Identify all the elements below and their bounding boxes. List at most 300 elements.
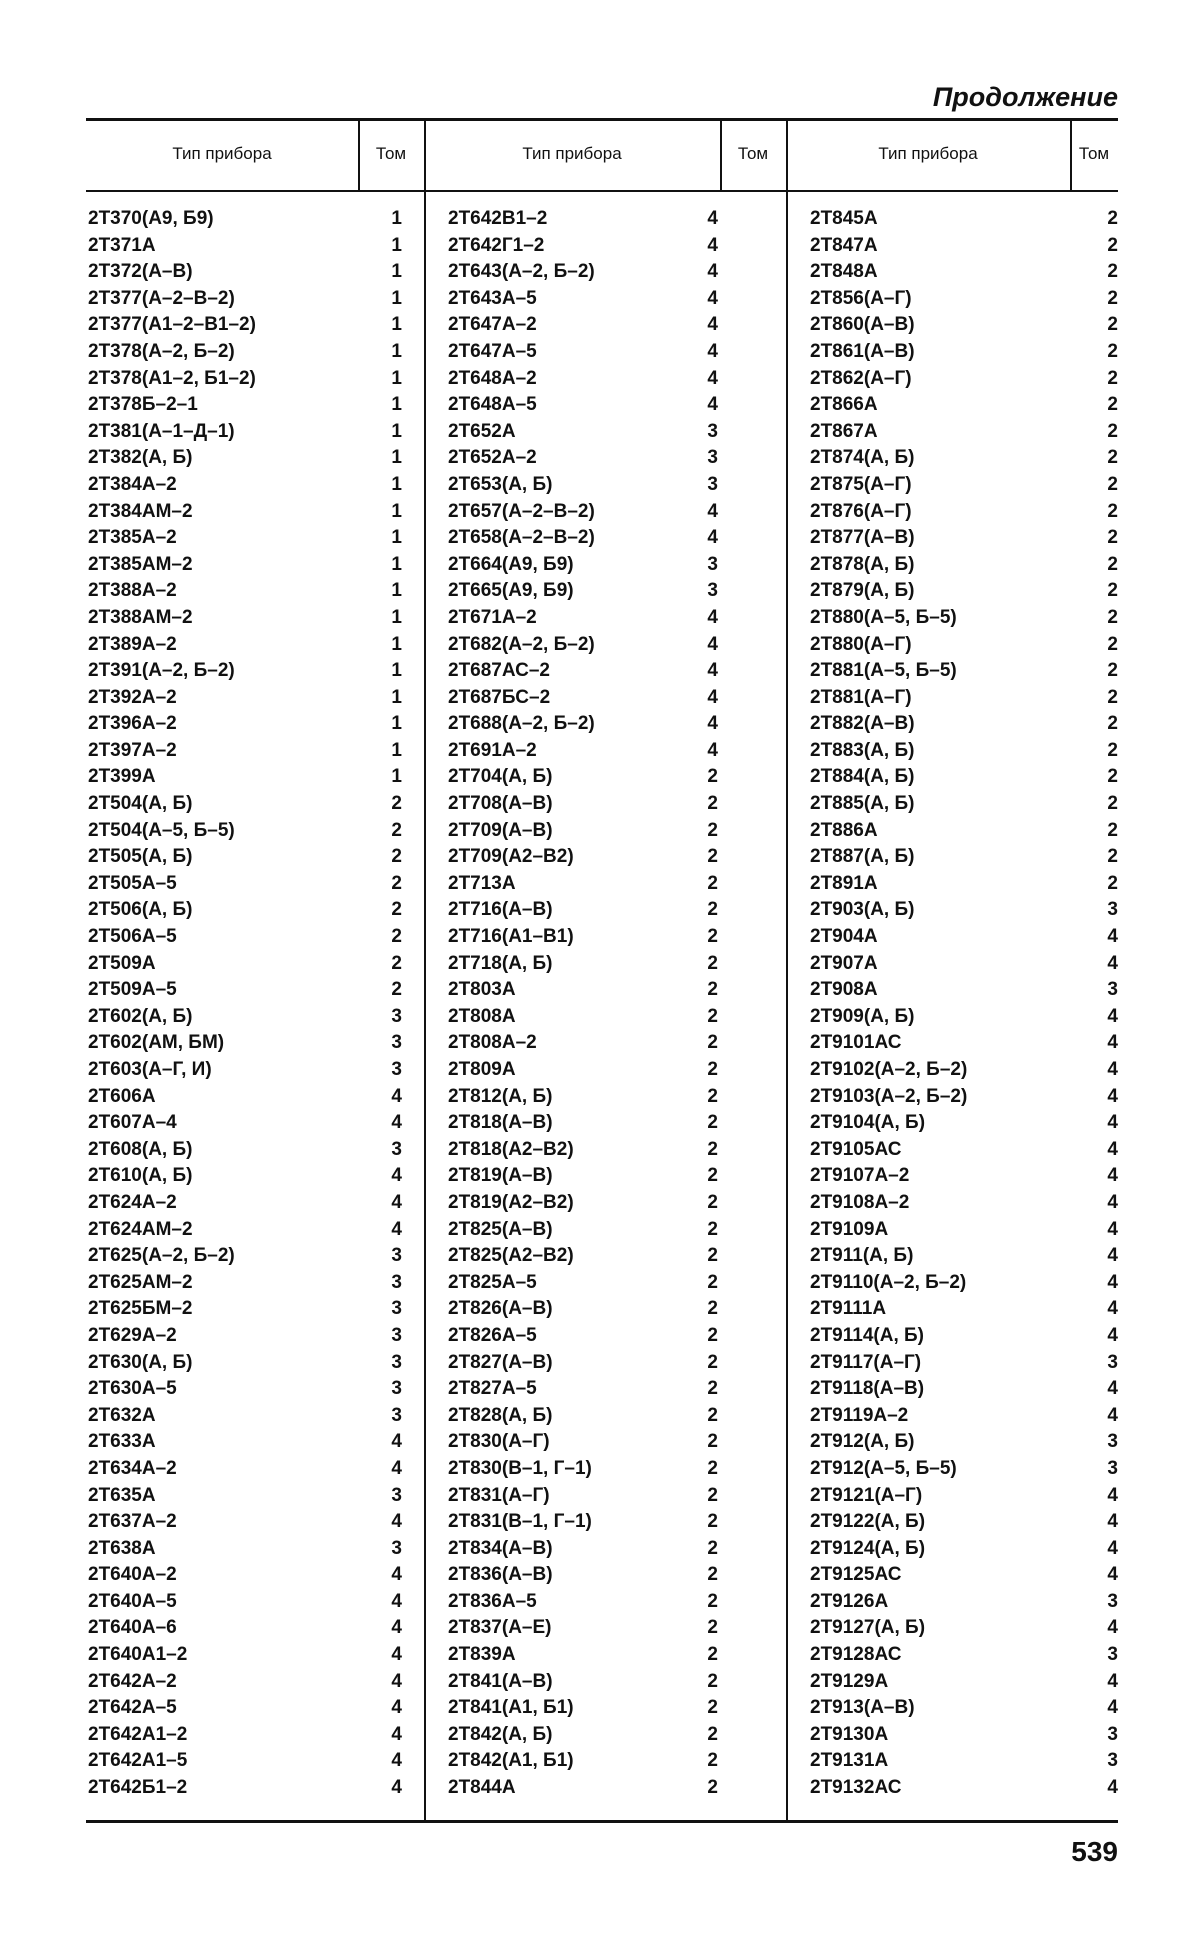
volume-number: 3: [391, 1298, 402, 1320]
table-row: [808, 871, 1118, 898]
volume-number: 2: [707, 1404, 718, 1426]
table-row: [86, 233, 402, 260]
volume-number: 2: [707, 899, 718, 921]
volume-number: 2: [391, 899, 402, 921]
volume-number: 4: [1107, 1484, 1118, 1506]
volume-number: 3: [1107, 1750, 1118, 1772]
volume-number: 4: [391, 1617, 402, 1639]
device-type: 2Т625БМ–2: [88, 1298, 193, 1320]
device-type: 2Т377(А1–2–В1–2): [88, 314, 256, 336]
volume-number: 1: [391, 633, 402, 655]
device-type: 2Т867А: [810, 420, 878, 442]
volume-number: 3: [391, 1324, 402, 1346]
device-type: 2Т9105АС: [810, 1138, 902, 1160]
header-type-1: Тип прибора: [172, 144, 272, 163]
volume-number: 2: [1107, 500, 1118, 522]
volume-number: 2: [1107, 234, 1118, 256]
device-type: 2Т908А: [810, 979, 878, 1001]
volume-number: 1: [391, 527, 402, 549]
device-type: 2Т505(А, Б): [88, 846, 193, 868]
table-row: [446, 818, 718, 845]
table-row: [86, 1137, 402, 1164]
volume-number: 2: [1107, 713, 1118, 735]
table-row: [86, 472, 402, 499]
volume-number: 2: [707, 979, 718, 1001]
table-row: [446, 711, 718, 738]
volume-number: 2: [1107, 580, 1118, 602]
device-type: 2Т647А–5: [448, 340, 537, 362]
header-bottom-rule: [86, 190, 1118, 192]
table-row: [86, 366, 402, 393]
table-row: [446, 1030, 718, 1057]
volume-number: 3: [1107, 1590, 1118, 1612]
volume-number: 1: [391, 340, 402, 362]
device-type: 2Т841(А1, Б1): [448, 1697, 574, 1719]
table-row: [446, 1110, 718, 1137]
volume-number: 2: [707, 872, 718, 894]
volume-number: 1: [391, 473, 402, 495]
table-row: [808, 1350, 1118, 1377]
volume-number: 4: [1107, 1564, 1118, 1586]
volume-number: 2: [707, 1644, 718, 1666]
table-row: [446, 312, 718, 339]
table-row: [808, 339, 1118, 366]
table-row: [446, 419, 718, 446]
device-type: 2Т389А–2: [88, 633, 177, 655]
table-row: [86, 791, 402, 818]
volume-number: 3: [1107, 1644, 1118, 1666]
table-row: [808, 472, 1118, 499]
volume-number: 1: [391, 553, 402, 575]
volume-number: 2: [1107, 686, 1118, 708]
table-column-3: [808, 206, 1118, 1802]
table-row: [86, 844, 402, 871]
volume-number: 4: [1107, 1697, 1118, 1719]
table-row: [446, 1615, 718, 1642]
device-type: 2Т385А–2: [88, 527, 177, 549]
table-row: [446, 1589, 718, 1616]
table-row: [86, 1456, 402, 1483]
device-type: 2Т9104(А, Б): [810, 1112, 926, 1134]
volume-number: 4: [1107, 1670, 1118, 1692]
volume-number: 2: [391, 926, 402, 948]
device-type: 2Т826А–5: [448, 1324, 537, 1346]
table-row: [86, 1748, 402, 1775]
volume-number: 4: [707, 340, 718, 362]
volume-number: 2: [707, 766, 718, 788]
volume-number: 4: [707, 660, 718, 682]
volume-number: 2: [707, 1484, 718, 1506]
table-row: [808, 951, 1118, 978]
table-row: [86, 1669, 402, 1696]
device-type: 2Т9128АС: [810, 1644, 902, 1666]
volume-number: 3: [391, 1271, 402, 1293]
volume-number: 2: [707, 1165, 718, 1187]
device-type: 2Т818(А2–В2): [448, 1138, 574, 1160]
table-row: [808, 1110, 1118, 1137]
volume-number: 2: [1107, 473, 1118, 495]
volume-number: 2: [707, 952, 718, 974]
table-row: [808, 1376, 1118, 1403]
device-type: 2Т812(А, Б): [448, 1085, 553, 1107]
device-type: 2Т687АС–2: [448, 660, 550, 682]
table-row: [86, 1217, 402, 1244]
table-row: [808, 1562, 1118, 1589]
table-row: [446, 1695, 718, 1722]
volume-number: 2: [707, 1112, 718, 1134]
table-row: [446, 1137, 718, 1164]
header-divider: [720, 118, 722, 190]
device-type: 2Т634А–2: [88, 1457, 177, 1479]
table-row: [446, 1376, 718, 1403]
volume-number: 4: [707, 314, 718, 336]
table-row: [808, 525, 1118, 552]
volume-number: 4: [707, 208, 718, 229]
table-row: [86, 525, 402, 552]
volume-number: 3: [391, 1005, 402, 1027]
volume-number: 2: [707, 1457, 718, 1479]
device-type: 2Т640А–2: [88, 1564, 177, 1586]
table-row: [446, 1323, 718, 1350]
table-row: [808, 1084, 1118, 1111]
device-type: 2Т879(А, Б): [810, 580, 915, 602]
table-row: [86, 419, 402, 446]
device-type: 2Т883(А, Б): [810, 739, 915, 761]
volume-number: 4: [1107, 1404, 1118, 1426]
volume-number: 4: [1107, 1324, 1118, 1346]
table-row: [86, 1110, 402, 1137]
device-type: 2Т9114(А, Б): [810, 1324, 924, 1346]
device-type: 2Т391(А–2, Б–2): [88, 660, 235, 682]
device-type: 2Т860(А–В): [810, 314, 915, 336]
volume-number: 4: [1107, 926, 1118, 948]
volume-number: 4: [707, 500, 718, 522]
device-type: 2Т9118(А–В): [810, 1378, 925, 1400]
device-type: 2Т808А–2: [448, 1032, 537, 1054]
table-row: [446, 1190, 718, 1217]
table-row: [446, 366, 718, 393]
volume-number: 3: [391, 1537, 402, 1559]
volume-number: 2: [707, 1431, 718, 1453]
volume-number: 2: [391, 979, 402, 1001]
device-type: 2Т845А: [810, 208, 878, 229]
volume-number: 2: [707, 1138, 718, 1160]
device-type: 2Т603(А–Г, И): [88, 1059, 212, 1080]
table-row: [86, 339, 402, 366]
device-type: 2Т509А: [88, 952, 156, 974]
device-type: 2Т624А–2: [88, 1191, 177, 1213]
volume-number: 2: [391, 793, 402, 815]
device-type: 2Т642А–5: [88, 1697, 177, 1719]
table-row: [86, 552, 402, 579]
table-row: [446, 1536, 718, 1563]
table-row: [446, 738, 718, 765]
device-type: 2Т633А: [88, 1431, 156, 1453]
table-row: [446, 392, 718, 419]
device-type: 2Т9109А: [810, 1218, 889, 1240]
table-row: [86, 1084, 402, 1111]
volume-number: 2: [707, 1617, 718, 1639]
table-row: [446, 951, 718, 978]
table-row: [446, 206, 718, 233]
device-type: 2Т880(А–Г): [810, 633, 912, 655]
volume-number: 2: [707, 793, 718, 815]
volume-number: 4: [391, 1112, 402, 1134]
volume-number: 2: [707, 926, 718, 948]
volume-number: 2: [707, 1564, 718, 1586]
table-row: [446, 578, 718, 605]
table-row: [86, 286, 402, 313]
device-type: 2Т880(А–5, Б–5): [810, 606, 957, 628]
device-type: 2Т9101АС: [810, 1032, 902, 1054]
table-row: [446, 685, 718, 712]
volume-number: 3: [391, 1059, 402, 1080]
table-row: [808, 259, 1118, 286]
volume-number: 4: [1107, 1085, 1118, 1107]
device-type: 2Т652А: [448, 420, 516, 442]
table-row: [86, 1057, 402, 1084]
device-type: 2Т834(А–В): [448, 1537, 553, 1559]
table-row: [808, 844, 1118, 871]
device-type: 2Т384А–2: [88, 473, 177, 495]
table-row: [446, 1403, 718, 1430]
volume-number: 4: [391, 1457, 402, 1479]
table-row: [446, 1775, 718, 1802]
device-type: 2Т808А: [448, 1005, 516, 1027]
table-row: [446, 525, 718, 552]
device-type: 2Т904А: [810, 926, 878, 948]
device-type: 2Т9122(А, Б): [810, 1511, 926, 1533]
table-row: [86, 764, 402, 791]
table-row: [86, 924, 402, 951]
column-divider: [786, 118, 788, 1820]
volume-number: 2: [1107, 208, 1118, 229]
device-type: 2Т608(А, Б): [88, 1138, 193, 1160]
table-column-2: [446, 206, 718, 1802]
device-type: 2Т607А–4: [88, 1112, 177, 1134]
volume-number: 2: [707, 846, 718, 868]
device-type: 2Т819(А2–В2): [448, 1191, 574, 1213]
table-row: [86, 1429, 402, 1456]
volume-number: 4: [1107, 1218, 1118, 1240]
device-type: 2Т9129А: [810, 1670, 889, 1692]
device-type: 2Т861(А–В): [810, 340, 915, 362]
table-row: [808, 1642, 1118, 1669]
device-type: 2Т884(А, Б): [810, 766, 915, 788]
device-type: 2Т624АМ–2: [88, 1218, 193, 1240]
device-type: 2Т9108А–2: [810, 1191, 910, 1213]
volume-number: 2: [707, 1298, 718, 1320]
volume-number: 2: [707, 1032, 718, 1054]
table-row: [808, 764, 1118, 791]
table-column-1: [86, 206, 402, 1802]
volume-number: 4: [1107, 1245, 1118, 1267]
volume-number: 4: [1107, 1537, 1118, 1559]
device-type: 2Т713А: [448, 872, 516, 894]
device-type: 2Т602(А, Б): [88, 1005, 193, 1027]
device-type: 2Т506(А, Б): [88, 899, 193, 921]
table-row: [808, 312, 1118, 339]
table-row: [808, 1695, 1118, 1722]
header-type-2: Тип прибора: [522, 144, 622, 163]
table-row: [86, 738, 402, 765]
volume-number: 4: [1107, 1005, 1118, 1027]
device-type: 2Т912(А, Б): [810, 1431, 915, 1453]
volume-number: 4: [1107, 952, 1118, 974]
device-type: 2Т640А–6: [88, 1617, 177, 1639]
volume-number: 3: [1107, 1351, 1118, 1373]
table-row: [86, 1722, 402, 1749]
device-type: 2Т392А–2: [88, 686, 177, 708]
volume-number: 4: [391, 1723, 402, 1745]
volume-number: 4: [1107, 1059, 1118, 1080]
device-type: 2Т862(А–Г): [810, 367, 912, 389]
device-type: 2Т9132АС: [810, 1777, 902, 1799]
volume-number: 2: [707, 1670, 718, 1692]
table-row: [808, 1243, 1118, 1270]
device-type: 2Т647А–2: [448, 314, 537, 336]
volume-number: 2: [707, 1537, 718, 1559]
device-type: 2Т9125АС: [810, 1564, 902, 1586]
table-row: [808, 499, 1118, 526]
volume-number: 3: [707, 447, 718, 469]
device-type: 2Т385АМ–2: [88, 553, 193, 575]
device-type: 2Т891А: [810, 872, 878, 894]
device-type: 2Т9107А–2: [810, 1165, 910, 1187]
device-type: 2Т708(А–В): [448, 793, 553, 815]
volume-number: 2: [1107, 793, 1118, 815]
volume-number: 4: [1107, 1191, 1118, 1213]
volume-number: 2: [1107, 261, 1118, 283]
device-type: 2Т856(А–Г): [810, 287, 912, 309]
device-type: 2Т671А–2: [448, 606, 537, 628]
table-row: [86, 1004, 402, 1031]
device-type: 2Т9121(А–Г): [810, 1484, 923, 1506]
device-type: 2Т653(А, Б): [448, 473, 553, 495]
table-row: [446, 552, 718, 579]
device-type: 2Т396А–2: [88, 713, 177, 735]
table-row: [808, 1270, 1118, 1297]
device-type: 2Т664(А9, Б9): [448, 553, 574, 575]
device-type: 2Т825А–5: [448, 1271, 537, 1293]
device-type: 2Т903(А, Б): [810, 899, 915, 921]
device-type: 2Т825(А2–В2): [448, 1245, 574, 1267]
device-type: 2Т687БС–2: [448, 686, 551, 708]
device-type: 2Т836(А–В): [448, 1564, 553, 1586]
volume-number: 1: [391, 660, 402, 682]
table-row: [86, 818, 402, 845]
table-row: [86, 1642, 402, 1669]
volume-number: 4: [391, 1697, 402, 1719]
volume-number: 2: [707, 1324, 718, 1346]
device-type: 2Т877(А–В): [810, 527, 915, 549]
volume-number: 4: [707, 527, 718, 549]
table-row: [808, 711, 1118, 738]
device-type: 2Т642А1–5: [88, 1750, 188, 1772]
volume-number: 3: [1107, 1723, 1118, 1745]
device-type: 2Т882(А–В): [810, 713, 915, 735]
volume-number: 4: [1107, 1271, 1118, 1293]
volume-number: 2: [707, 1511, 718, 1533]
header-divider: [358, 118, 360, 190]
device-type: 2Т648А–2: [448, 367, 537, 389]
volume-number: 2: [1107, 846, 1118, 868]
device-type: 2Т682(А–2, Б–2): [448, 633, 595, 655]
device-type: 2Т509А–5: [88, 979, 177, 1001]
device-type: 2Т716(А1–В1): [448, 926, 574, 948]
table-row: [808, 977, 1118, 1004]
page-number: 539: [1071, 1836, 1118, 1867]
device-type: 2Т643(А–2, Б–2): [448, 261, 595, 283]
device-type: 2Т691А–2: [448, 739, 537, 761]
table-row: [446, 1163, 718, 1190]
volume-number: 2: [1107, 367, 1118, 389]
table-row: [86, 605, 402, 632]
volume-number: 2: [1107, 819, 1118, 841]
volume-number: 4: [1107, 1511, 1118, 1533]
table-row: [446, 339, 718, 366]
table-row: [446, 605, 718, 632]
table-row: [86, 897, 402, 924]
table-row: [86, 1403, 402, 1430]
table-row: [446, 1562, 718, 1589]
volume-number: 1: [391, 367, 402, 389]
table-row: [808, 1163, 1118, 1190]
table-row: [86, 1536, 402, 1563]
device-type: 2Т9126А: [810, 1590, 889, 1612]
header-volume-3: Том: [1078, 144, 1110, 163]
table-row: [446, 1669, 718, 1696]
volume-number: 4: [391, 1564, 402, 1586]
device-type: 2Т875(А–Г): [810, 473, 912, 495]
volume-number: 2: [391, 952, 402, 974]
volume-number: 4: [391, 1431, 402, 1453]
device-type: 2Т506А–5: [88, 926, 177, 948]
table-row: [86, 1163, 402, 1190]
volume-number: 2: [1107, 766, 1118, 788]
table-row: [808, 578, 1118, 605]
table-row: [86, 951, 402, 978]
table-row: [808, 632, 1118, 659]
volume-number: 2: [707, 1777, 718, 1799]
table-row: [808, 738, 1118, 765]
device-type: 2Т384АМ–2: [88, 500, 193, 522]
table-row: [808, 1775, 1118, 1802]
table-row: [808, 1509, 1118, 1536]
table-row: [86, 312, 402, 339]
volume-number: 4: [391, 1670, 402, 1692]
volume-number: 3: [1107, 979, 1118, 1001]
volume-number: 4: [391, 1191, 402, 1213]
volume-number: 4: [391, 1218, 402, 1240]
table-row: [446, 1243, 718, 1270]
volume-number: 2: [1107, 739, 1118, 761]
table-row: [86, 206, 402, 233]
device-type: 2Т657(А–2–В–2): [448, 500, 595, 522]
volume-number: 2: [707, 1378, 718, 1400]
table-row: [446, 1217, 718, 1244]
table-row: [446, 259, 718, 286]
table-row: [86, 632, 402, 659]
device-type: 2Т688(А–2, Б–2): [448, 713, 595, 735]
table-row: [808, 1190, 1118, 1217]
table-row: [808, 605, 1118, 632]
device-type: 2Т878(А, Б): [810, 553, 915, 575]
table-row: [86, 1695, 402, 1722]
volume-number: 4: [1107, 1032, 1118, 1054]
table-row: [446, 791, 718, 818]
table-row: [86, 1190, 402, 1217]
